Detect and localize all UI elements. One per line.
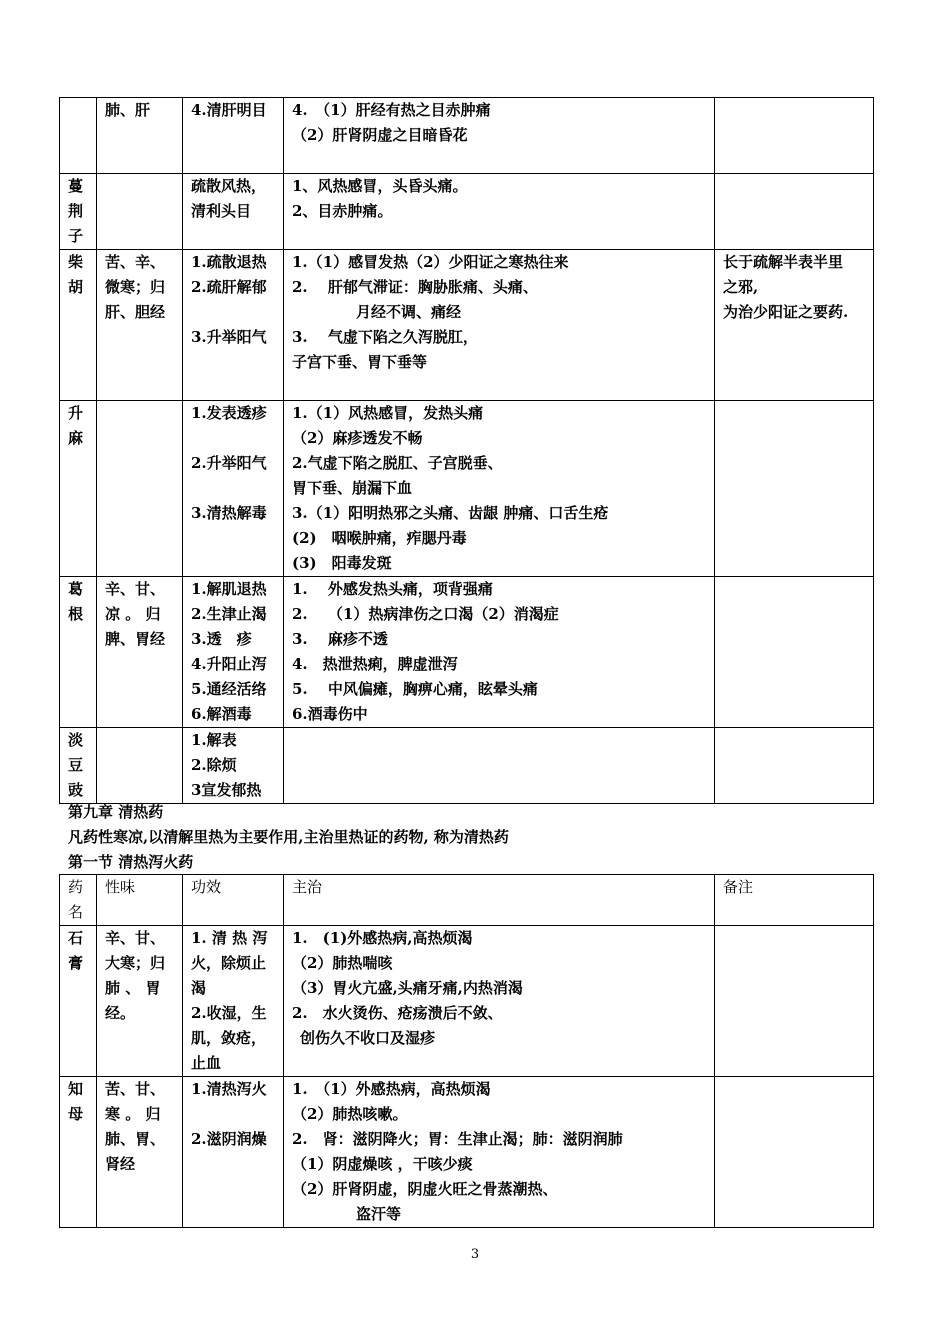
- table-row: [60, 174, 874, 250]
- indications-cell: [284, 98, 715, 174]
- indications-line: （2）肺热咳嗽。: [292, 1105, 408, 1123]
- name-line: 胡: [68, 278, 84, 296]
- heat-clearing-herb-table: [59, 874, 874, 1228]
- table-row: [60, 1077, 874, 1228]
- name-line: 子: [68, 227, 84, 245]
- taste-cell: [97, 174, 183, 250]
- page-number: 3: [470, 1247, 480, 1262]
- taste-line: 肺 、 胃: [105, 979, 161, 997]
- name-cell: [60, 728, 97, 804]
- indications-line: 1、风热感冒，头昏头痛。: [292, 177, 468, 195]
- indications-line: 2、目赤肿痛。: [292, 202, 393, 220]
- indications-line: 主治: [292, 878, 323, 896]
- indications-line: （3）胃火亢盛,头痛牙痛,内热消渴: [292, 979, 523, 997]
- indications-cell: [284, 174, 715, 250]
- indications-line: 3. 麻疹不透: [292, 630, 388, 648]
- taste-line: 辛、甘、: [105, 580, 166, 598]
- effect-cell: [183, 250, 284, 401]
- name-line: 葛: [68, 580, 84, 598]
- indications-line: 1. (1)外感热病,高热烦渴: [292, 929, 473, 947]
- notes-cell: [715, 250, 874, 401]
- notes-line: 为治少阳证之要药.: [723, 303, 849, 321]
- table-row: [60, 98, 874, 174]
- indications-line: 1.（1）风热感冒，发热头痛: [292, 404, 484, 422]
- name-cell: [60, 174, 97, 250]
- indications-line: 4. （1）肝经有热之目赤肿痛: [292, 101, 491, 119]
- effect-line: 2.生津止渴: [191, 605, 267, 623]
- indications-line: (2) 咽喉肿痛，痄腮丹毒: [292, 529, 467, 547]
- taste-line: 肺、肝: [105, 101, 151, 119]
- indications-line: 2. 水火烫伤、疮疡溃后不敛、: [292, 1004, 503, 1022]
- taste-line: 微寒；归: [105, 278, 166, 296]
- indications-line: 2. （1）热病津伤之口渴（2）消渴症: [292, 605, 559, 623]
- indications-line: 子宫下垂、胃下垂等: [292, 353, 428, 371]
- chapter-title: 第九章 清热药: [68, 803, 164, 821]
- indications-line: 月经不调、痛经: [356, 303, 462, 321]
- name-line: 石: [68, 929, 84, 947]
- taste-line: 肝、胆经: [105, 303, 166, 321]
- table-row: [60, 401, 874, 577]
- notes-cell: [715, 577, 874, 728]
- indications-cell: [284, 577, 715, 728]
- indications-line: 盗汗等: [356, 1205, 402, 1223]
- effect-line: 1.解肌退热: [191, 580, 267, 598]
- indications-line: 1.（1）感冒发热（2）少阳证之寒热往来: [292, 253, 569, 271]
- name-line: 柴: [68, 253, 84, 271]
- effect-line: 3.透 疹: [191, 630, 252, 648]
- header-indications-cell: [284, 875, 715, 926]
- name-line: 膏: [68, 954, 84, 972]
- effect-line: 火，除烦止: [191, 954, 267, 972]
- taste-line: 苦、辛、: [105, 253, 166, 271]
- taste-line: 辛、甘、: [105, 929, 166, 947]
- table-row: [60, 250, 874, 401]
- effect-line: 功效: [191, 878, 222, 896]
- name-line: 名: [68, 903, 84, 921]
- notes-line: 长于疏解半表半里: [723, 253, 844, 271]
- effect-line: 1.解表: [191, 731, 237, 749]
- indications-line: （2）肝肾阴虚之目暗昏花: [292, 126, 468, 144]
- effect-line: 渴: [191, 979, 207, 997]
- table-row: [60, 577, 874, 728]
- taste-line: 经。: [105, 1004, 136, 1022]
- indications-line: 胃下垂、崩漏下血: [292, 479, 413, 497]
- effect-cell: [183, 926, 284, 1077]
- notes-cell: [715, 98, 874, 174]
- indications-line: 5. 中风偏瘫，胸痹心痛，眩晕头痛: [292, 680, 538, 698]
- effect-line: 1.疏散退热: [191, 253, 267, 271]
- effect-line: 1.清热泻火: [191, 1080, 267, 1098]
- notes-cell: [715, 174, 874, 250]
- indications-cell: [284, 1077, 715, 1228]
- indications-cell: [284, 250, 715, 401]
- effect-line: [191, 300, 277, 325]
- effect-line: 清利头目: [191, 202, 252, 220]
- name-line: 根: [68, 605, 84, 623]
- effect-line: 1.发表透疹: [191, 404, 267, 422]
- chapter-definition: 凡药性寒凉,以清解里热为主要作用,主治里热证的药物, 称为清热药: [68, 828, 509, 846]
- indications-line: （1）阴虚燥咳 ，干咳少痰: [292, 1155, 473, 1173]
- effect-line: [191, 1102, 277, 1127]
- indications-line: 3. 气虚下陷之久泻脱肛，: [292, 328, 478, 346]
- name-cell: [60, 577, 97, 728]
- indications-cell: [284, 926, 715, 1077]
- taste-cell: [97, 728, 183, 804]
- effect-line: 1. 清 热 泻: [191, 929, 268, 947]
- indications-line: 4. 热泄热痢，脾虚泄泻: [292, 655, 458, 673]
- indications-line: 创伤久不收口及湿疹: [300, 1029, 436, 1047]
- effect-line: 4.升阳止泻: [191, 655, 267, 673]
- name-cell: [60, 926, 97, 1077]
- notes-cell: [715, 926, 874, 1077]
- taste-line: 大寒；归: [105, 954, 166, 972]
- indications-cell: [284, 401, 715, 577]
- indications-line: 6.酒毒伤中: [292, 705, 368, 723]
- effect-line: 2.除烦: [191, 756, 237, 774]
- table-header-row: [60, 875, 874, 926]
- taste-cell: [97, 98, 183, 174]
- effect-cell: [183, 401, 284, 577]
- indications-line: （2）麻疹透发不畅: [292, 429, 423, 447]
- indications-line: 3.（1）阳明热邪之头痛、齿龈 肿痛、口舌生疮: [292, 504, 609, 522]
- taste-line: 苦、甘、: [105, 1080, 166, 1098]
- header-effect-cell: [183, 875, 284, 926]
- indications-line: （2）肺热喘咳: [292, 954, 393, 972]
- indications-line: （2）肝肾阴虚，阴虚火旺之骨蒸潮热、: [292, 1180, 558, 1198]
- indications-line: 1. （1）外感热病，高热烦渴: [292, 1080, 491, 1098]
- table-row: [60, 926, 874, 1077]
- effect-line: 2.升举阳气: [191, 454, 267, 472]
- effect-line: [191, 426, 277, 451]
- name-line: 升: [68, 404, 84, 422]
- effect-line: 2.滋阴润燥: [191, 1130, 267, 1148]
- taste-cell: [97, 926, 183, 1077]
- effect-line: 2.收湿，生: [191, 1004, 267, 1022]
- name-line: 淡: [68, 731, 84, 749]
- notes-line: 备注: [723, 878, 754, 896]
- indications-line: 2. 肾：滋阴降火；胃：生津止渴；肺：滋阴润肺: [292, 1130, 623, 1148]
- notes-cell: [715, 728, 874, 804]
- indications-line: 2.气虚下陷之脱肛、子宫脱垂、: [292, 454, 503, 472]
- taste-line: 凉 。 归: [105, 605, 161, 623]
- name-cell: [60, 250, 97, 401]
- notes-cell: [715, 401, 874, 577]
- indications-cell: [284, 728, 715, 804]
- effect-cell: [183, 98, 284, 174]
- taste-cell: [97, 250, 183, 401]
- herb-table-continued: [59, 97, 874, 804]
- header-taste-cell: [97, 875, 183, 926]
- name-line: 豉: [68, 781, 84, 799]
- effect-line: 4.清肝明目: [191, 101, 267, 119]
- effect-line: 3.清热解毒: [191, 504, 267, 522]
- name-line: 知: [68, 1080, 84, 1098]
- effect-cell: [183, 174, 284, 250]
- name-line: 药: [68, 878, 84, 896]
- taste-cell: [97, 577, 183, 728]
- taste-line: 寒 。 归: [105, 1105, 161, 1123]
- notes-cell: [715, 1077, 874, 1228]
- name-cell: [60, 1077, 97, 1228]
- name-line: 蔓: [68, 177, 84, 195]
- effect-line: [191, 476, 277, 501]
- effect-line: 6.解酒毒: [191, 705, 252, 723]
- effect-line: 止血: [191, 1054, 222, 1072]
- taste-line: 肾经: [105, 1155, 136, 1173]
- section-title: 第一节 清热泻火药: [68, 853, 194, 871]
- taste-cell: [97, 401, 183, 577]
- header-name-cell: [60, 875, 97, 926]
- effect-cell: [183, 577, 284, 728]
- name-line: [68, 98, 90, 123]
- name-line: 豆: [68, 756, 84, 774]
- name-cell: [60, 401, 97, 577]
- effect-line: 疏散风热，: [191, 177, 267, 195]
- effect-cell: [183, 728, 284, 804]
- effect-line: 3.升举阳气: [191, 328, 267, 346]
- effect-cell: [183, 1077, 284, 1228]
- taste-cell: [97, 1077, 183, 1228]
- header-notes-cell: [715, 875, 874, 926]
- name-cell: [60, 98, 97, 174]
- taste-line: 性味: [105, 878, 136, 896]
- indications-line: 2. 肝郁气滞证：胸胁胀痛、头痛、: [292, 278, 538, 296]
- name-line: 荆: [68, 202, 84, 220]
- table-row: [60, 728, 874, 804]
- indications-line: (3) 阳毒发斑: [292, 554, 392, 572]
- taste-line: 肺、胃、: [105, 1130, 166, 1148]
- taste-line: 脾、胃经: [105, 630, 166, 648]
- name-line: 母: [68, 1105, 84, 1123]
- effect-line: 5.通经活络: [191, 680, 267, 698]
- effect-line: 肌，敛疮，: [191, 1029, 267, 1047]
- name-line: 麻: [68, 429, 84, 447]
- indications-line: 1. 外感发热头痛，项背强痛: [292, 580, 493, 598]
- effect-line: 2.疏肝解郁: [191, 278, 267, 296]
- notes-line: 之邪,: [723, 278, 759, 296]
- effect-line: 3宣发郁热: [191, 781, 262, 799]
